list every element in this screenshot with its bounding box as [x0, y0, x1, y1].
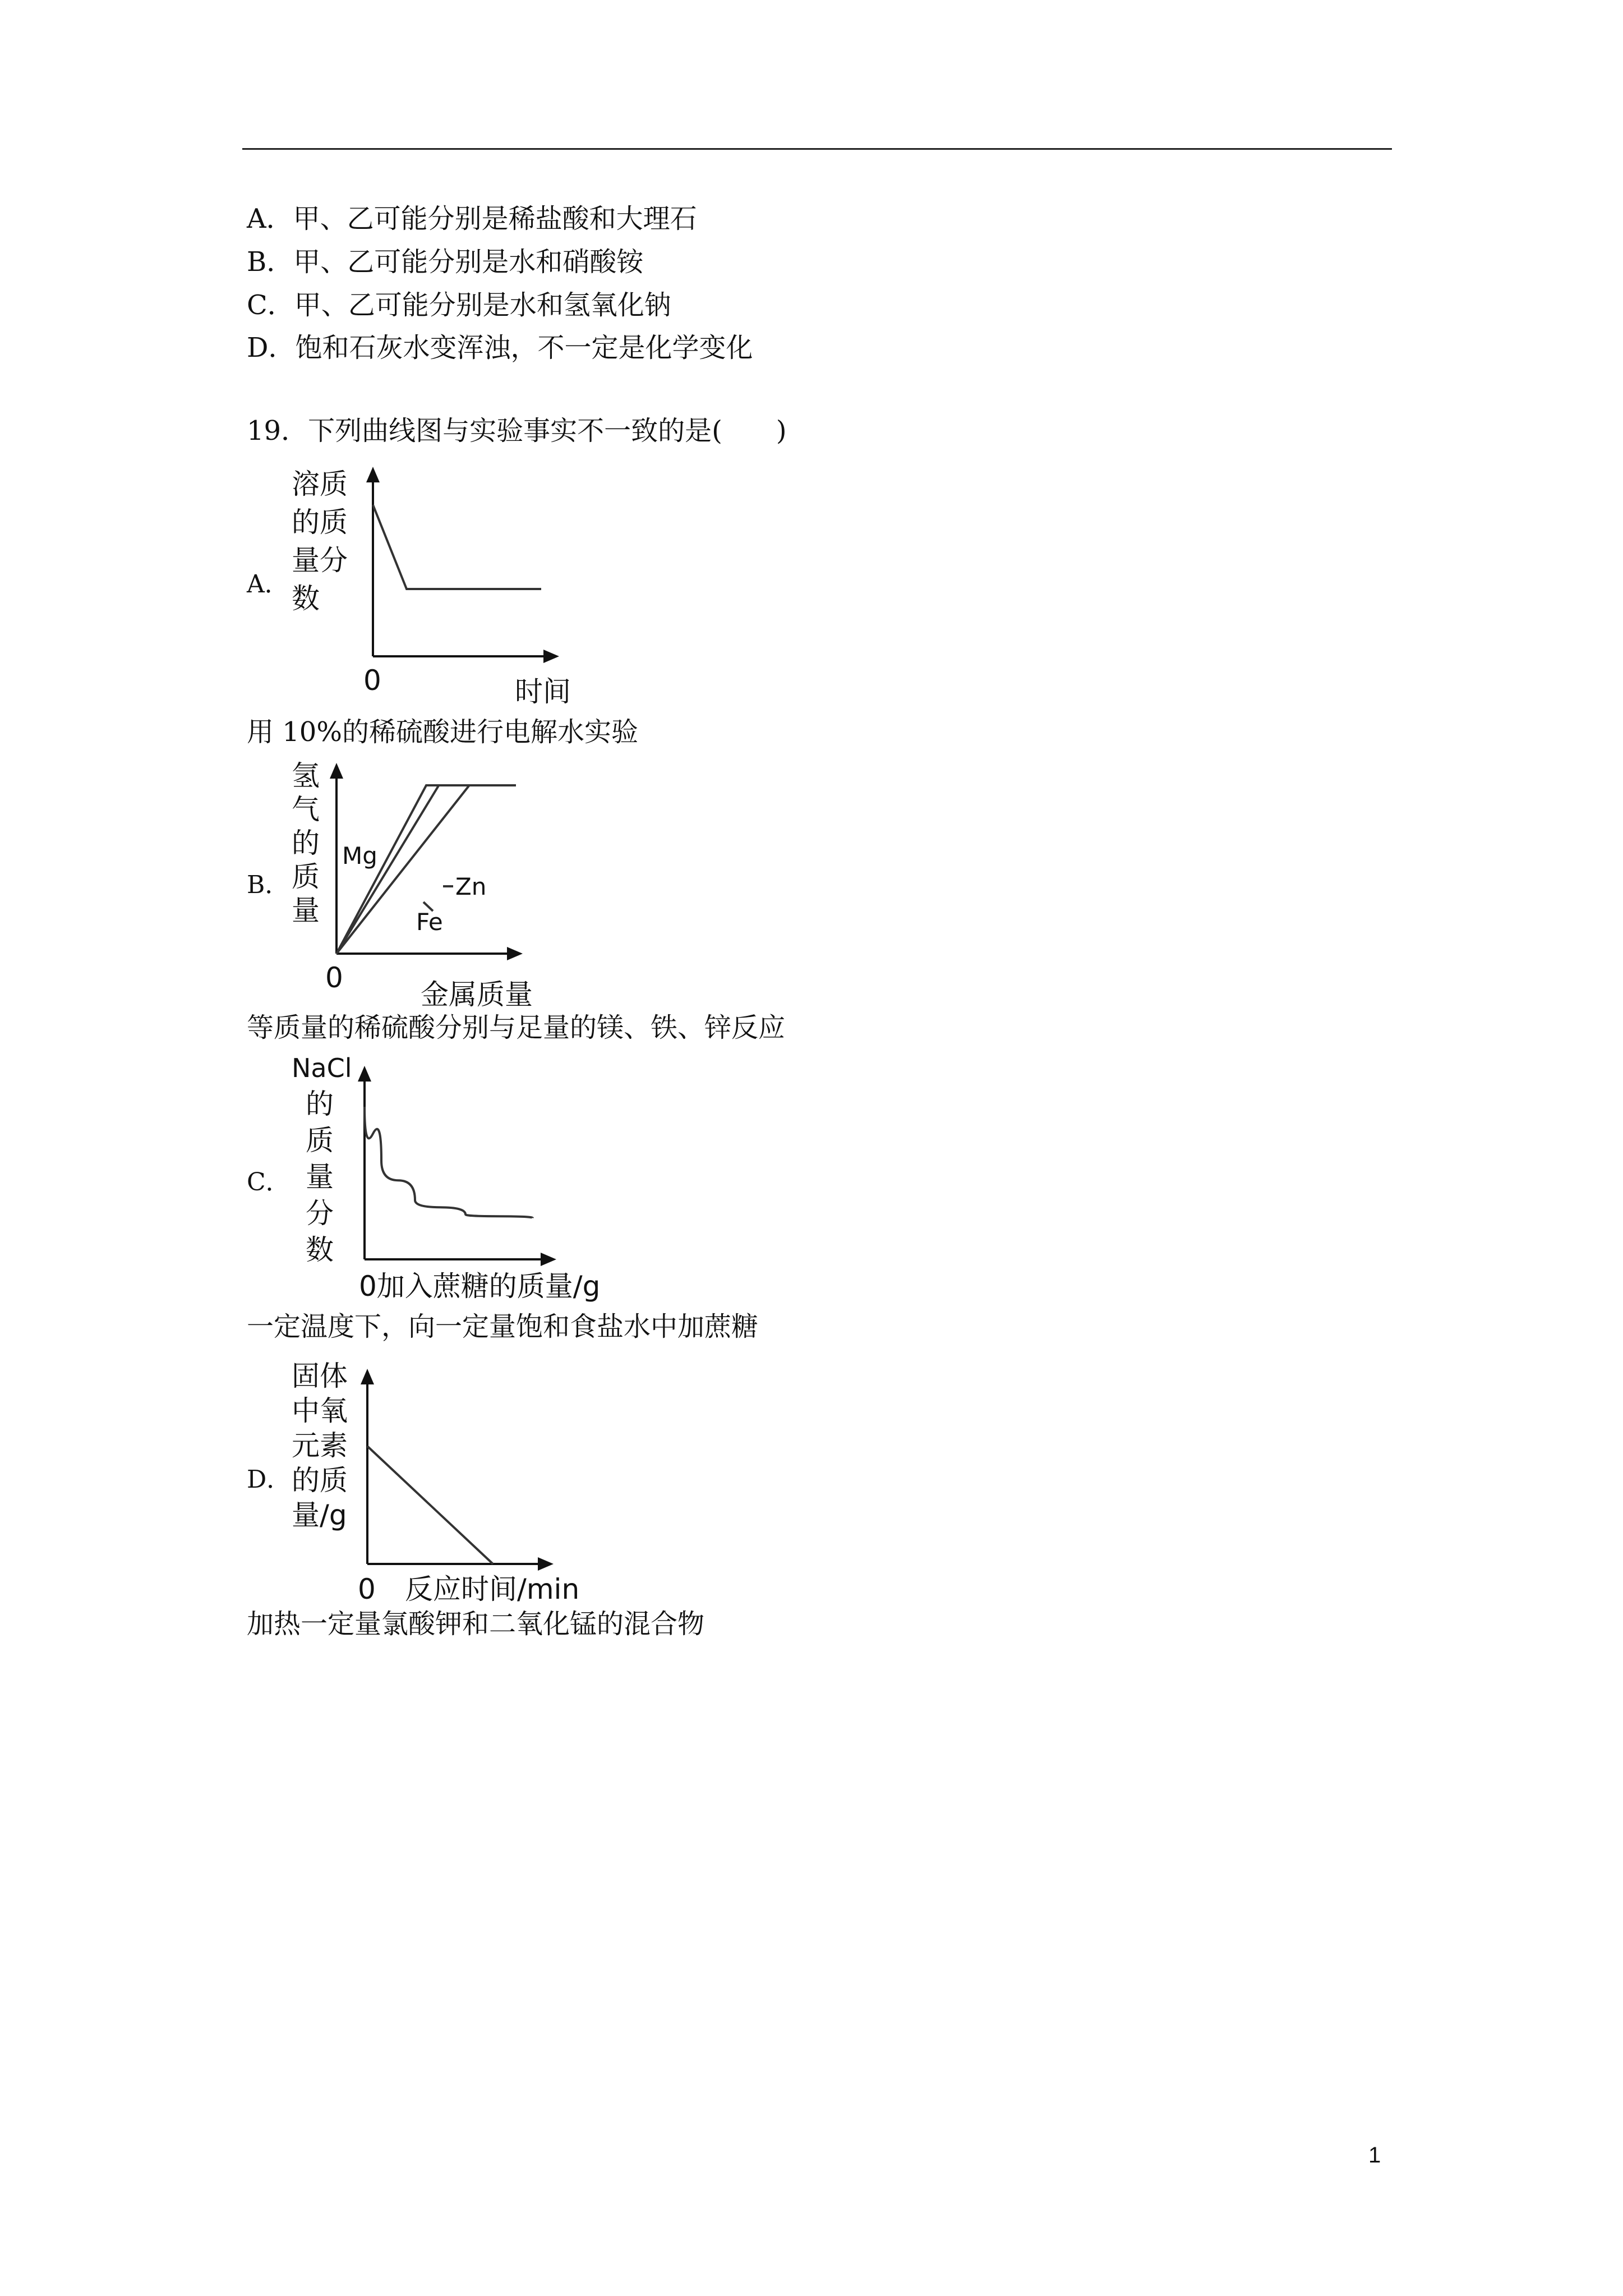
chart-b-x-arrow: [507, 947, 523, 960]
chart-c-ylabel-1: 的: [306, 1088, 334, 1120]
chart-d-ylabel-2: 元素: [292, 1429, 348, 1462]
chart-b-ylabel-0: 氢: [292, 760, 320, 792]
choice-d-label: D．: [247, 1465, 292, 1494]
choice-b-label: B．: [247, 871, 290, 899]
caption-a: 用 10%的稀硫酸进行电解水实验: [247, 716, 638, 748]
chart-c-ylabel-2: 质: [306, 1124, 334, 1157]
chart-d-origin: 0: [358, 1573, 376, 1605]
chart-c-xlabel: 0加入蔗糖的质量/g: [359, 1270, 601, 1303]
chart-c-y-arrow: [358, 1066, 371, 1082]
chart-d-y-arrow: [361, 1369, 374, 1384]
chart-c: [280, 1049, 617, 1313]
chart-a-ylabel-1: 的质: [292, 506, 348, 539]
chart-b-ylabel-4: 量: [292, 894, 320, 927]
chart-c-x-arrow: [541, 1253, 556, 1266]
chart-c-ylabel-5: 数: [306, 1234, 334, 1266]
header-rule: [242, 148, 1392, 150]
option-c-prev: C．甲、乙可能分别是水和氢氧化钠: [247, 289, 671, 321]
chart-a-y-arrow: [366, 467, 380, 482]
chart-c-ylabel-3: 量: [306, 1161, 334, 1193]
chart-a-origin: 0: [363, 664, 381, 697]
chart-a: [280, 460, 594, 718]
chart-b-ylabel-2: 的: [292, 827, 320, 859]
chart-b-y-arrow: [330, 763, 343, 779]
question-19: 19．下列曲线图与实验事实不一致的是( ): [247, 415, 787, 447]
chart-d-ylabel-4: 量/g: [292, 1499, 347, 1531]
chart-b-ylabel-3: 质: [292, 861, 320, 893]
choice-c-label: C．: [247, 1168, 291, 1197]
chart-a-ylabel-2: 量分: [292, 544, 348, 577]
chart-c-series-line: [365, 1107, 533, 1218]
caption-d: 加热一定量氯酸钾和二氧化锰的混合物: [247, 1608, 705, 1640]
chart-a-ylabel-3: 数: [292, 582, 320, 615]
option-a-prev: A．甲、乙可能分别是稀盐酸和大理石: [247, 203, 697, 234]
chart-a-x-arrow: [543, 650, 559, 663]
chart-b-xlabel: 金属质量: [421, 978, 533, 1011]
caption-b: 等质量的稀硫酸分别与足量的镁、铁、锌反应: [247, 1012, 786, 1043]
chart-b-label-mg: Mg: [342, 842, 377, 869]
chart-a-xlabel: 时间: [515, 675, 571, 708]
chart-d-x-arrow: [538, 1557, 554, 1571]
option-d-prev: D．饱和石灰水变浑浊，不一定是化学变化: [247, 332, 753, 364]
chart-c-ylabel-0: NaCl: [292, 1053, 352, 1083]
chart-d-series-line: [367, 1446, 493, 1564]
chart-b-origin: 0: [325, 961, 343, 994]
chart-d-ylabel-0: 固体: [292, 1360, 348, 1392]
chart-d-ylabel-1: 中氧: [292, 1395, 348, 1427]
choice-a-label: A．: [247, 570, 289, 599]
chart-a-series-line: [373, 505, 541, 589]
chart-b: [280, 752, 594, 1015]
chart-d: [280, 1352, 594, 1610]
chart-b-label-fe: Fe: [416, 908, 443, 936]
chart-b-label-zn: Zn: [455, 873, 487, 900]
caption-c: 一定温度下，向一定量饱和食盐水中加蔗糖: [247, 1311, 759, 1342]
option-b-prev: B．甲、乙可能分别是水和硝酸铵: [247, 246, 644, 278]
page-number: 1: [1368, 2143, 1381, 2168]
chart-d-xlabel: 反应时间/min: [405, 1573, 580, 1605]
chart-d-ylabel-3: 的质: [292, 1464, 348, 1497]
chart-a-ylabel-0: 溶质: [292, 468, 348, 500]
chart-c-ylabel-4: 分: [306, 1197, 334, 1230]
chart-b-ylabel-1: 气: [292, 793, 320, 826]
